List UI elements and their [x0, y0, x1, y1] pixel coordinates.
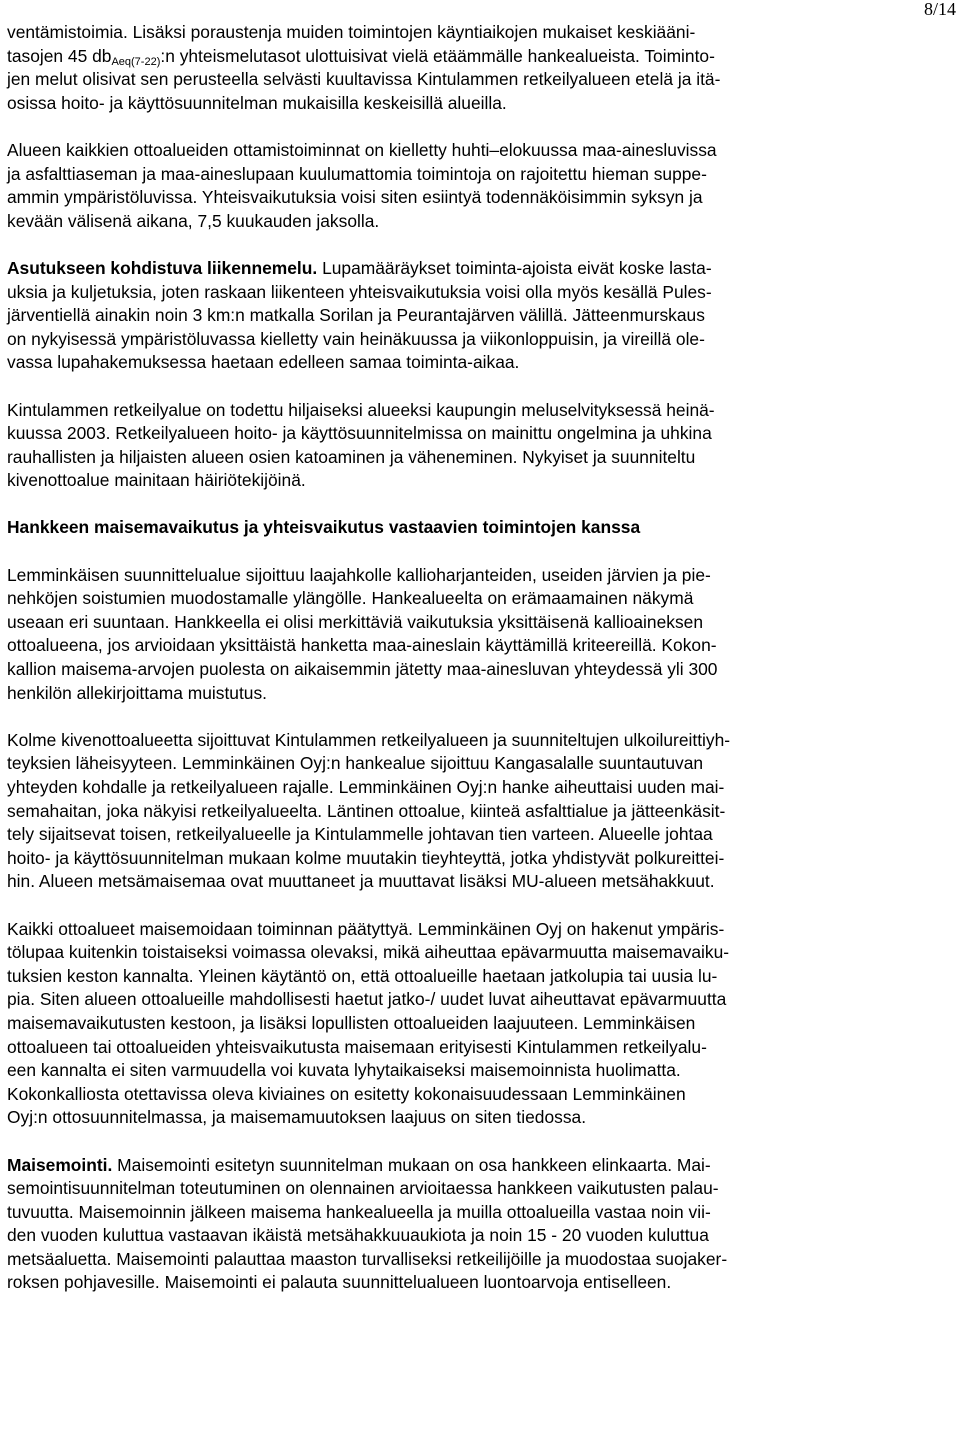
text-line: Kolme kivenottoalueetta sijoittuvat Kintulammen retkeilyalueen ja suunniteltujen ulkoilureittiyh-	[7, 729, 731, 750]
text-line: vassa lupahakemuksessa haetaan edelleen samaa toiminta-aikaa.	[7, 352, 520, 373]
text-line: ammin ympäristöluvissa. Yhteisvaikutuksia voisi siten esiintyä todennäköisimmin syksyn ja	[7, 187, 703, 208]
text-line: uksia ja kuljetuksia, joten raskaan liikenteen yhteisvaikutuksia voisi olla myös kesällä Pules-	[7, 281, 712, 302]
text-line: ja asfalttiaseman ja maa-aineslupaan kuulumattomia toimintoja on rajoitettu hieman suppe-	[7, 163, 707, 184]
text-line: :n yhteismelutasot ulottuisivat vielä etäämmälle hankealueista. Toiminto-	[160, 45, 715, 66]
paragraph-traffic-noise	[7, 257, 953, 375]
text-line: Lemminkäisen suunnittelualue sijoittuu laajahkolle kallioharjanteiden, useiden järvien ja pie-	[7, 564, 711, 585]
text-line: semointisuunnitelman toteutuminen on olennainen arvioitaessa hankkeen vaikutusten palau-	[7, 1178, 719, 1199]
paragraph-noise-levels	[7, 21, 953, 115]
text-line: maisemavaikutusten kestoon, ja lisäksi lopullisten ottoalueiden laajuuteen. Lemminkäisen	[7, 1012, 696, 1033]
run-in-heading: Asutukseen kohdistuva liikennemelu.	[7, 257, 318, 278]
text-line: Maisemointi esitetyn suunnitelman mukaan on osa hankkeen elinkaarta. Mai-	[112, 1154, 711, 1175]
text-line: ottoalueena, jos arvioidaan yksittäistä hanketta maa-aineslain käyttämillä kriteereillä. Kokon-	[7, 635, 717, 656]
text-line: nehköjen soistumien muodostamalle ylängölle. Hankealueelta on erämaamainen näkymä	[7, 588, 694, 609]
text-line: Alueen kaikkien ottoalueiden ottamistoiminnat on kielletty huhti–elokuussa maa-ainesluvissa	[7, 139, 717, 160]
text-line: kevään välisenä aikana, 7,5 kuukauden jaksolla.	[7, 210, 380, 231]
text-line: een kannalta ei siten varmuudella voi kuvata lyhytaikaiseksi maisemoinnista huolimatta.	[7, 1060, 681, 1081]
text-line: tölupaa kuitenkin toistaiseksi voimassa olevaksi, mikä aiheuttaa epävarmuutta maisemavaiku-	[7, 942, 730, 963]
paragraph-extraction-areas	[7, 729, 953, 894]
subscript-aeq: Aeq(7-22)	[111, 55, 161, 68]
text-line: on nykyisessä ympäristöluvassa kielletty vain heinäkuussa ja viikonloppuisin, ja vireillä ole-	[7, 328, 705, 349]
page-number: 8/14	[923, 0, 956, 19]
paragraph-planning-area	[7, 564, 953, 706]
text-line: semahaitan, joka näkyisi retkeilyalueelta. Läntinen ottoalue, kiinteä asfalttialue ja jätteenkäsit-	[7, 800, 726, 821]
paragraph-operating-restrictions	[7, 139, 953, 233]
text-line: den vuoden kuluttua vastaavan ikäistä metsähakkuuaukiota ja noin 15 - 20 vuoden kuluttua	[7, 1225, 709, 1246]
text-line: tasojen 45 db	[7, 45, 112, 66]
text-line: ottoalueen tai ottoalueiden yhteisvaikutusta maisemaan erityisesti Kintulammen retkeilyalu-	[7, 1036, 707, 1057]
document-body	[7, 21, 953, 1319]
text-line: metsäaluetta. Maisemointi palauttaa maaston turvalliseksi retkeilijöille ja muodostaa suojaker-	[7, 1248, 728, 1269]
text-line: Oyj:n ottosuunnitelmassa, ja maisemamuutoksen laajuus on siten tiedossa.	[7, 1107, 587, 1128]
text-line: rauhallisten ja hiljaisten alueen osien katoaminen ja väheneminen. Nykyiset ja suunniteltu	[7, 446, 696, 467]
text-line: useaan eri suuntaan. Hankkeella ei olisi merkittäviä vaikutuksia yksittäisenä kallioaineksen	[7, 611, 703, 632]
text-line: roksen pohjavesille. Maisemointi ei palauta suunnittelualueen luontoarvoja entiselleen.	[7, 1272, 672, 1293]
text-line: tuksien keston kannalta. Yleinen käytäntö on, että ottoalueille haetaan jatkolupia tai uusia lu-	[7, 965, 718, 986]
text-line: hin. Alueen metsämaisemaa ovat muuttaneet ja muuttavat lisäksi MU-alueen metsähakkuut.	[7, 871, 715, 892]
text-line: kallion maisema-arvojen puolesta on aikaisemmin jätetty maa-ainesluvan yhteydessä yli 300	[7, 659, 718, 680]
text-line: Kokonkalliosta otettavissa oleva kiviaines on esitetty kokonaisuudessaan Lemminkäinen	[7, 1083, 686, 1104]
text-line: pia. Siten alueen ottoalueille mahdollisesti haetut jatko-/ uudet luvat aiheuttavat epävarmuutta	[7, 989, 727, 1010]
run-in-heading: Maisemointi.	[7, 1154, 113, 1175]
paragraph-quiet-area	[7, 399, 953, 493]
text-line: Kaikki ottoalueet maisemoidaan toiminnan päätyttyä. Lemminkäinen Oyj on hakenut ympäris-	[7, 918, 725, 939]
text-line: teyksien läheisyyteen. Lemminkäinen Oyj:n hankealue sijoittuu Kangasalalle suuntautuvan	[7, 753, 704, 774]
text-line: Lupamääräykset toiminta-ajoista eivät koske lasta-	[317, 257, 712, 278]
text-line: Kintulammen retkeilyalue on todettu hiljaiseksi alueeksi kaupungin meluselvityksessä heinä-	[7, 399, 715, 420]
text-line: kuussa 2003. Retkeilyalueen hoito- ja käyttösuunnitelmissa on mainittu ongelmina ja uhkina	[7, 423, 712, 444]
text-line: yhteyden kohdalle ja retkeilyalueen rajalle. Lemminkäinen Oyj:n hanke aiheuttaisi uuden mai-	[7, 777, 725, 797]
text-line: jen melut olisivat sen perusteella selvästi kuultavissa Kintulammen retkeilyalueen etelä ja itä-	[7, 69, 721, 90]
paragraph-landscaping-uncertainty	[7, 918, 953, 1130]
text-line: järventiellä ainakin noin 3 km:n matkalla Sorilan ja Peurantajärven välillä. Jätteenmurskaus	[7, 305, 705, 326]
text-line: osissa hoito- ja käyttösuunnitelman mukaisilla keskeisillä alueilla.	[7, 92, 507, 113]
text-line: kivenottoalue mainitaan häiriötekijöinä.	[7, 470, 306, 491]
text-line: ventämistoimia. Lisäksi poraustenja muiden toimintojen käyntiaikojen mukaiset keskiääni-	[7, 22, 696, 42]
text-line: henkilön allekirjoittama muistutus.	[7, 682, 268, 703]
text-line: hoito- ja käyttösuunnitelman mukaan kolme muutakin tieyhteyttä, jotka yhdistyvät polkureittei-	[7, 847, 725, 868]
text-line: tely sijaitsevat toisen, retkeilyalueelle ja Kintulammelle johtavan tien varteen. Alueelle johtaa	[7, 824, 713, 845]
section-heading: Hankkeen maisemavaikutus ja yhteisvaikutus vastaavien toimintojen kanssa	[7, 517, 641, 538]
text-line: tuvuutta. Maisemoinnin jälkeen maisema hankealueella ja muilla ottoalueilla vastaa noin vii-	[7, 1201, 711, 1222]
paragraph-landscaping	[7, 1154, 953, 1296]
